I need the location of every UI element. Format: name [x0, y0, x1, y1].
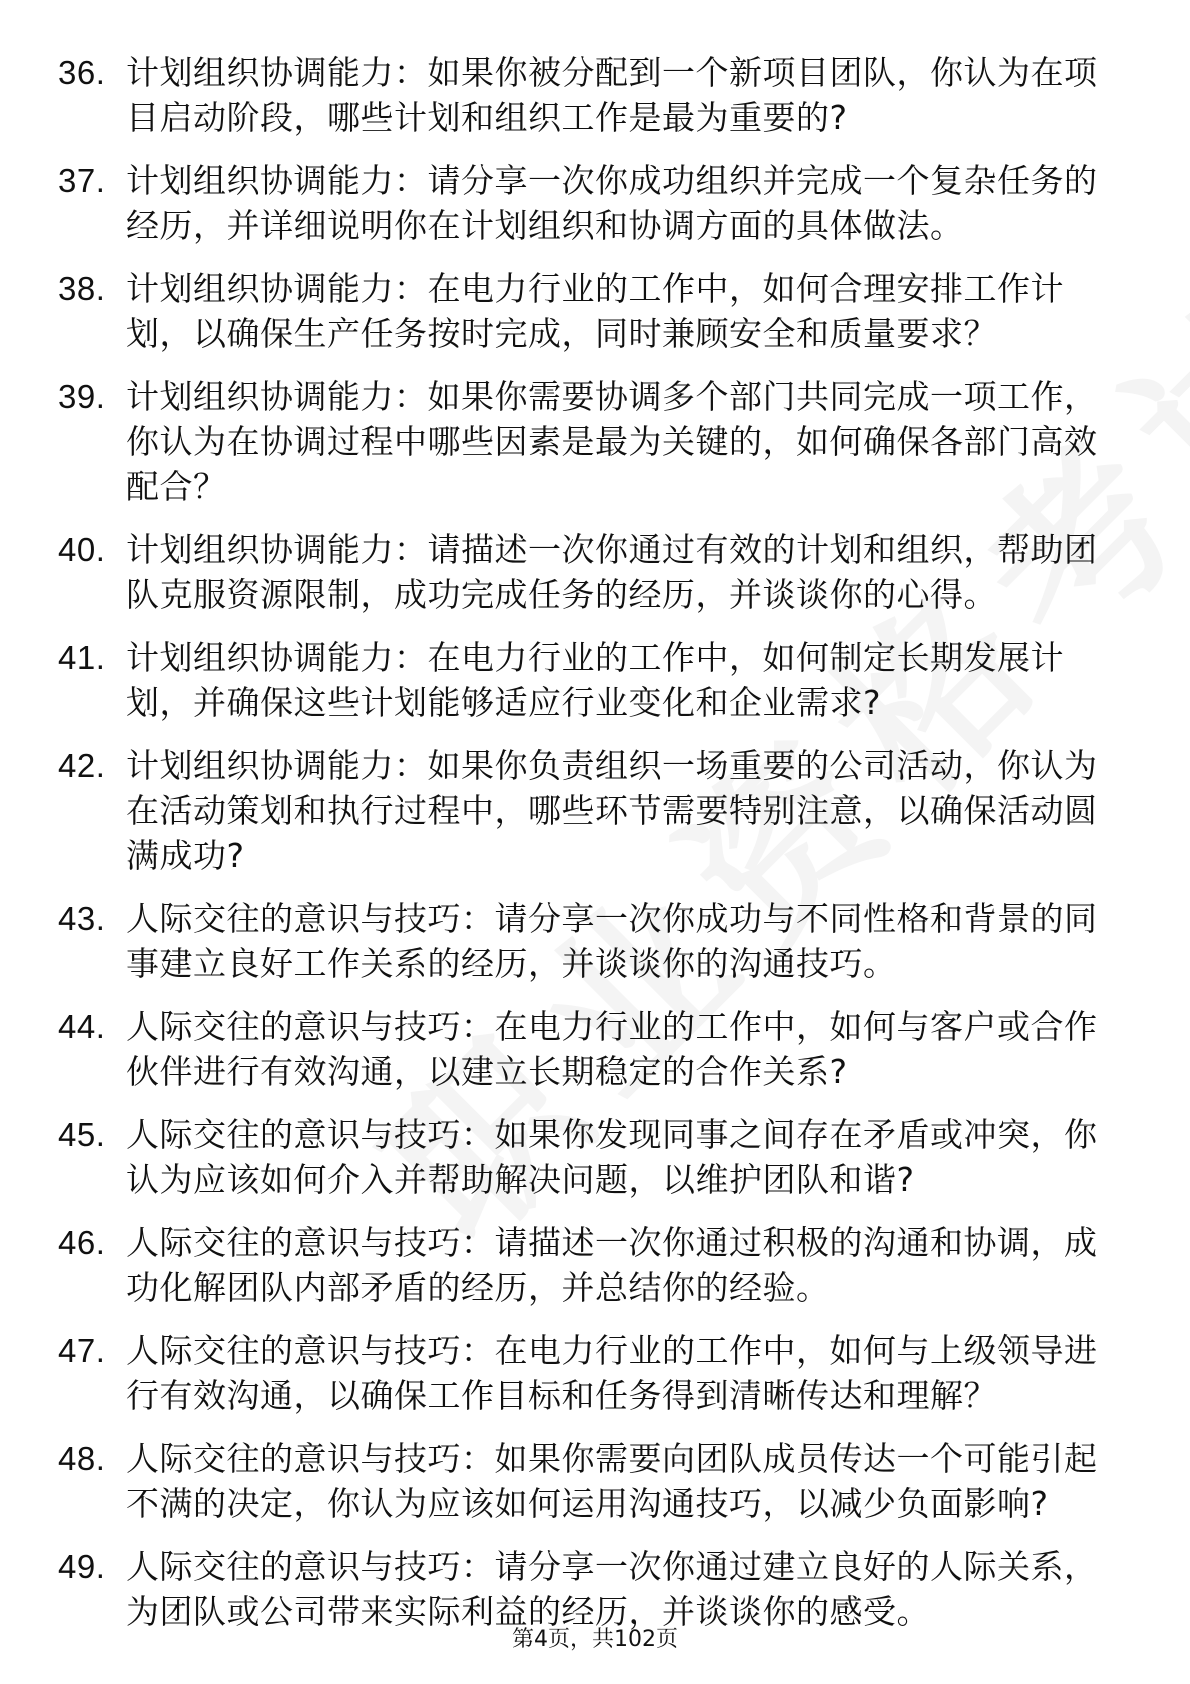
question-number: 37. — [58, 162, 106, 199]
question-number: 48. — [58, 1440, 106, 1477]
question-number: 36. — [58, 54, 106, 91]
question-text: 计划组织协调能力：如果你被分配到一个新项目团队，你认为在项目启动阶段，哪些计划和组织工作是最为重要的? — [126, 53, 1098, 137]
question-text: 人际交往的意识与技巧：请分享一次你成功与不同性格和背景的同事建立良好工作关系的经历，并谈谈你的沟通技巧。 — [126, 899, 1098, 983]
question-item — [58, 1112, 1118, 1202]
question-number: 40. — [58, 531, 106, 568]
question-item — [58, 1328, 1118, 1418]
question-text: 计划组织协调能力：请分享一次你成功组织并完成一个复杂任务的经历，并详细说明你在计划组织和协调方面的具体做法。 — [126, 161, 1098, 245]
question-text: 计划组织协调能力：如果你负责组织一场重要的公司活动，你认为在活动策划和执行过程中，哪些环节需要特别注意，以确保活动圆满成功? — [126, 746, 1098, 875]
question-item — [58, 1436, 1118, 1526]
question-number: 49. — [58, 1548, 106, 1585]
question-number: 47. — [58, 1332, 106, 1369]
question-item — [58, 158, 1118, 248]
question-text: 人际交往的意识与技巧：在电力行业的工作中，如何与客户或合作伙伴进行有效沟通，以建立长期稳定的合作关系? — [126, 1007, 1098, 1091]
question-number: 39. — [58, 378, 106, 415]
question-number: 43. — [58, 900, 106, 937]
question-number: 42. — [58, 747, 106, 784]
question-number: 46. — [58, 1224, 106, 1261]
question-text: 人际交往的意识与技巧：在电力行业的工作中，如何与上级领导进行有效沟通，以确保工作目标和任务得到清晰传达和理解？ — [126, 1331, 1098, 1415]
question-text: 人际交往的意识与技巧：如果你发现同事之间存在矛盾或冲突，你认为应该如何介入并帮助解决问题，以维护团队和谐? — [126, 1115, 1098, 1199]
question-item — [58, 743, 1118, 878]
page-footer — [0, 1622, 1190, 1653]
question-text: 计划组织协调能力：在电力行业的工作中，如何合理安排工作计划，以确保生产任务按时完成，同时兼顾安全和质量要求？ — [126, 269, 1064, 353]
question-text: 计划组织协调能力：请描述一次你通过有效的计划和组织，帮助团队克服资源限制，成功完成任务的经历，并谈谈你的心得。 — [126, 530, 1098, 614]
question-item — [58, 527, 1118, 617]
question-list — [58, 50, 1118, 1652]
question-number: 45. — [58, 1116, 106, 1153]
question-number: 41. — [58, 639, 106, 676]
question-item — [58, 1004, 1118, 1094]
question-item — [58, 1220, 1118, 1310]
page-number-label: 第4页，共102页 — [512, 1627, 678, 1652]
question-text: 计划组织协调能力：如果你需要协调多个部门共同完成一项工作，你认为在协调过程中哪些因素是最为关键的，如何确保各部门高效配合？ — [126, 377, 1098, 506]
question-item — [58, 635, 1118, 725]
question-text: 计划组织协调能力：在电力行业的工作中，如何制定长期发展计划，并确保这些计划能够适应行业变化和企业需求? — [126, 638, 1064, 722]
question-text: 人际交往的意识与技巧：如果你需要向团队成员传达一个可能引起不满的决定，你认为应该如何运用沟通技巧，以减少负面影响? — [126, 1439, 1098, 1523]
question-item — [58, 266, 1118, 356]
question-item — [58, 1544, 1118, 1634]
question-text: 人际交往的意识与技巧：请分享一次你通过建立良好的人际关系，为团队或公司带来实际利益的经历，并谈谈你的感受。 — [126, 1547, 1098, 1631]
question-number: 38. — [58, 270, 106, 307]
question-item — [58, 50, 1118, 140]
question-number: 44. — [58, 1008, 106, 1045]
question-text: 人际交往的意识与技巧：请描述一次你通过积极的沟通和协调，成功化解团队内部矛盾的经历，并总结你的经验。 — [126, 1223, 1098, 1307]
question-item — [58, 374, 1118, 509]
question-item — [58, 896, 1118, 986]
